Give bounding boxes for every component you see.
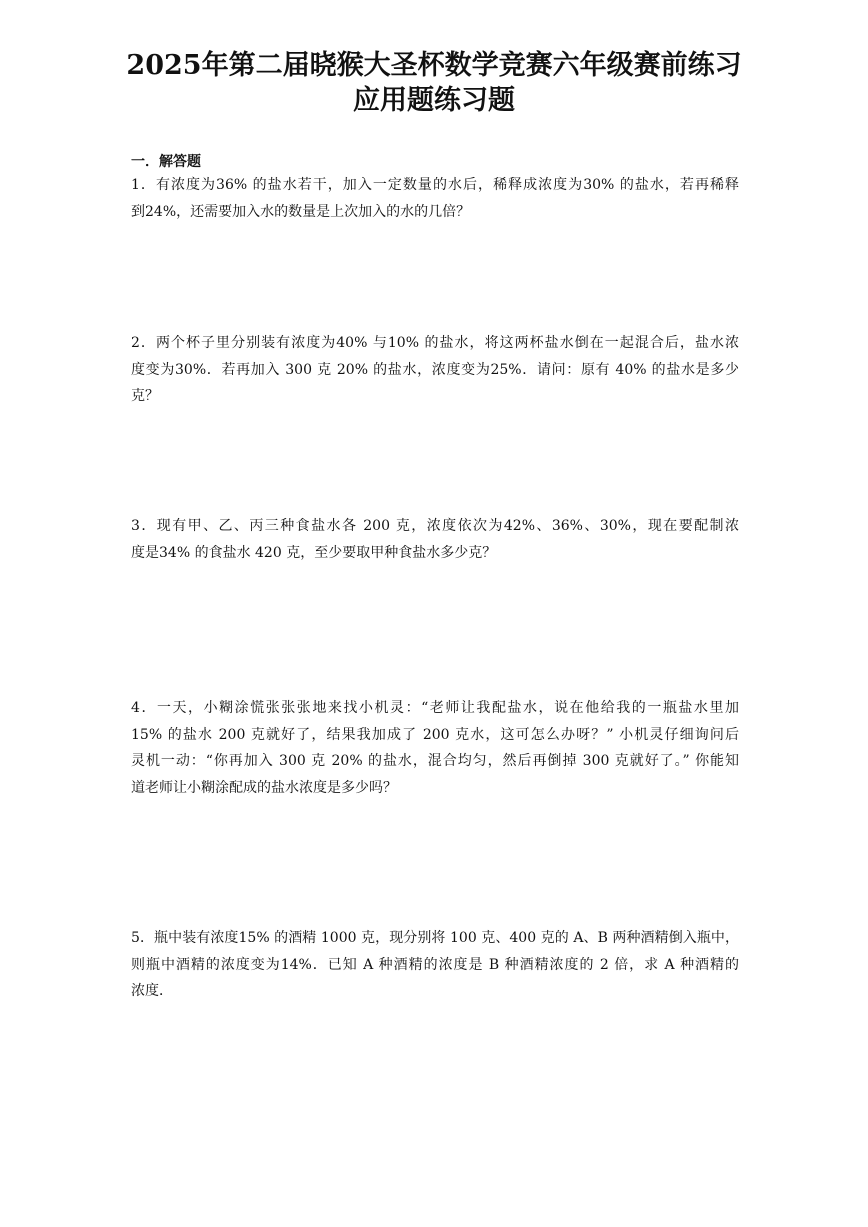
question-1: [131, 172, 739, 225]
question-1-line-2: 到24%，还需要加入水的数量是上次加入的水的几倍？: [131, 203, 471, 220]
question-3-line-1: 3．现有甲、乙、丙三种食盐水各 200 克，浓度依次为42%、36%、30%，现在要配制浓: [131, 518, 739, 534]
question-2-line-3: 克？: [131, 388, 159, 404]
question-1-line-1: 1．有浓度为36% 的盐水若干，加入一定数量的水后，稀释成浓度为30% 的盐水，若再稀释: [131, 177, 739, 193]
question-4-line-1: 4．一天，小糊涂慌张张张地来找小机灵：“老师让我配盐水，说在他给我的一瓶盐水里加: [131, 700, 739, 716]
document-title-line-1: 2025年第二届晓猴大圣杯数学竞赛六年级赛前练习: [126, 50, 742, 81]
question-5-line-2: 则瓶中酒精的浓度变为14%．已知 A 种酒精的浓度是 B 种酒精浓度的 2 倍，求 A 种酒精的: [131, 956, 739, 973]
question-3: [131, 513, 739, 566]
question-2-line-2: 度变为30%．若再加入 300 克 20% 的盐水，浓度变为25%．请问：原有 40% 的盐水是多少: [131, 361, 739, 378]
question-4-line-3: 灵机一动：“你再加入 300 克 20% 的盐水，混合均匀，然后再倒掉 300 克就好了。” 你能知: [131, 753, 739, 769]
question-2: [131, 330, 739, 410]
document-title-line-2: 应用题练习题: [353, 85, 515, 116]
question-4-line-4: 道老师让小糊涂配成的盐水浓度是多少吗？: [131, 779, 397, 796]
question-3-line-2: 度是34% 的食盐水 420 克，至少要取甲种食盐水多少克？: [131, 544, 497, 561]
question-5-line-1: 5．瓶中装有浓度15% 的酒精 1000 克，现分别将 100 克、400 克的 A、B 两种酒精倒入瓶中，: [131, 930, 739, 946]
section-heading: 一．解答题: [131, 154, 201, 170]
question-5-line-3: 浓度．: [131, 983, 173, 999]
question-4-line-2: 15% 的盐水 200 克就好了，结果我加成了 200 克水，这可怎么办呀？” 小机灵仔细询问后: [131, 726, 739, 743]
question-5: [131, 925, 739, 1005]
question-2-line-1: 2．两个杯子里分别装有浓度为40% 与10% 的盐水，将这两杯盐水倒在一起混合后，盐水浓: [131, 335, 739, 351]
question-4: [131, 695, 739, 801]
